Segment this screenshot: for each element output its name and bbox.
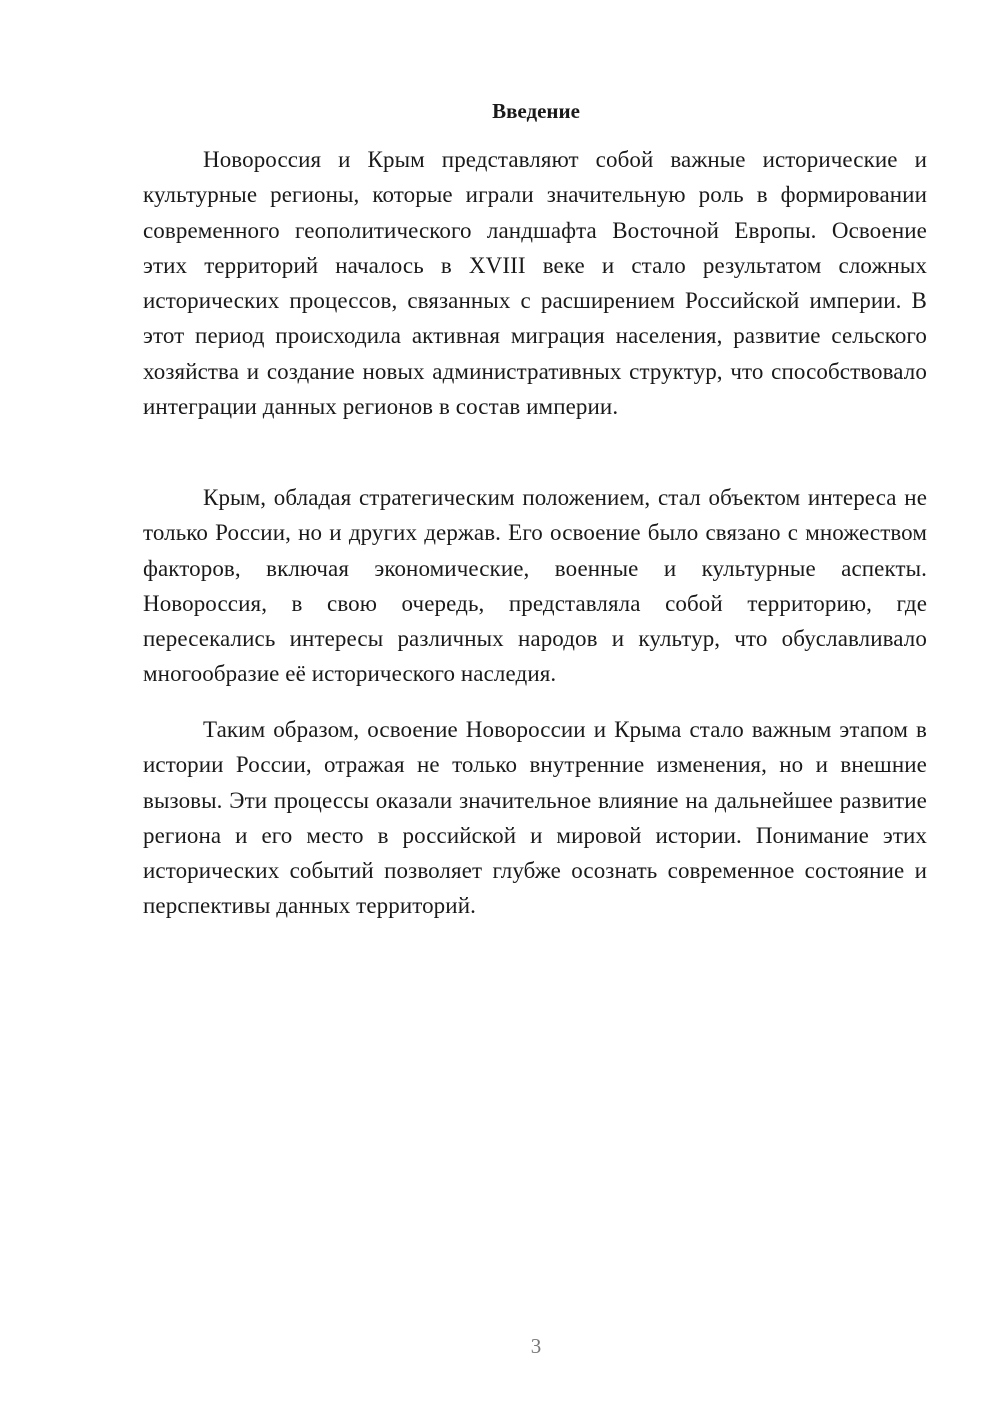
- page-number: 3: [530, 1334, 542, 1358]
- section-heading: Введение: [492, 99, 580, 123]
- paragraph-intro: Новороссия и Крым представляют собой важные исторические и культурные регионы, которые играли значительную роль в формировании современного геополитического ландшафта Восточной Европы. Освоение этих территорий началось в XVIII веке и стало результатом сложных исторических процессов, связанных с расширением Российской империи. В этот период происходила активная миграция населения, развитие сельского хозяйства и создание новых административных структур, что способствовало интеграции данных регионов в состав империи.: [143, 147, 927, 420]
- paragraph-conclusion: Таким образом, освоение Новороссии и Крыма стало важным этапом в истории России, отражая не только внутренние изменения, но и внешние вызовы. Эти процессы оказали значительное влияние на дальнейшее развитие региона и его место в российской и мировой истории. Понимание этих исторических событий позволяет глубже осознать современное состояние и перспективы данных территорий.: [143, 717, 927, 919]
- paragraph-crimea: Крым, обладая стратегическим положением, стал объектом интереса не только России, но и других держав. Его освоение было связано с множеством факторов, включая экономические, военные и культурные аспекты. Новороссия, в свою очередь, представляла собой территорию, где пересекались интересы различных народов и культур, что обуславливало многообразие её исторического наследия.: [143, 485, 927, 687]
